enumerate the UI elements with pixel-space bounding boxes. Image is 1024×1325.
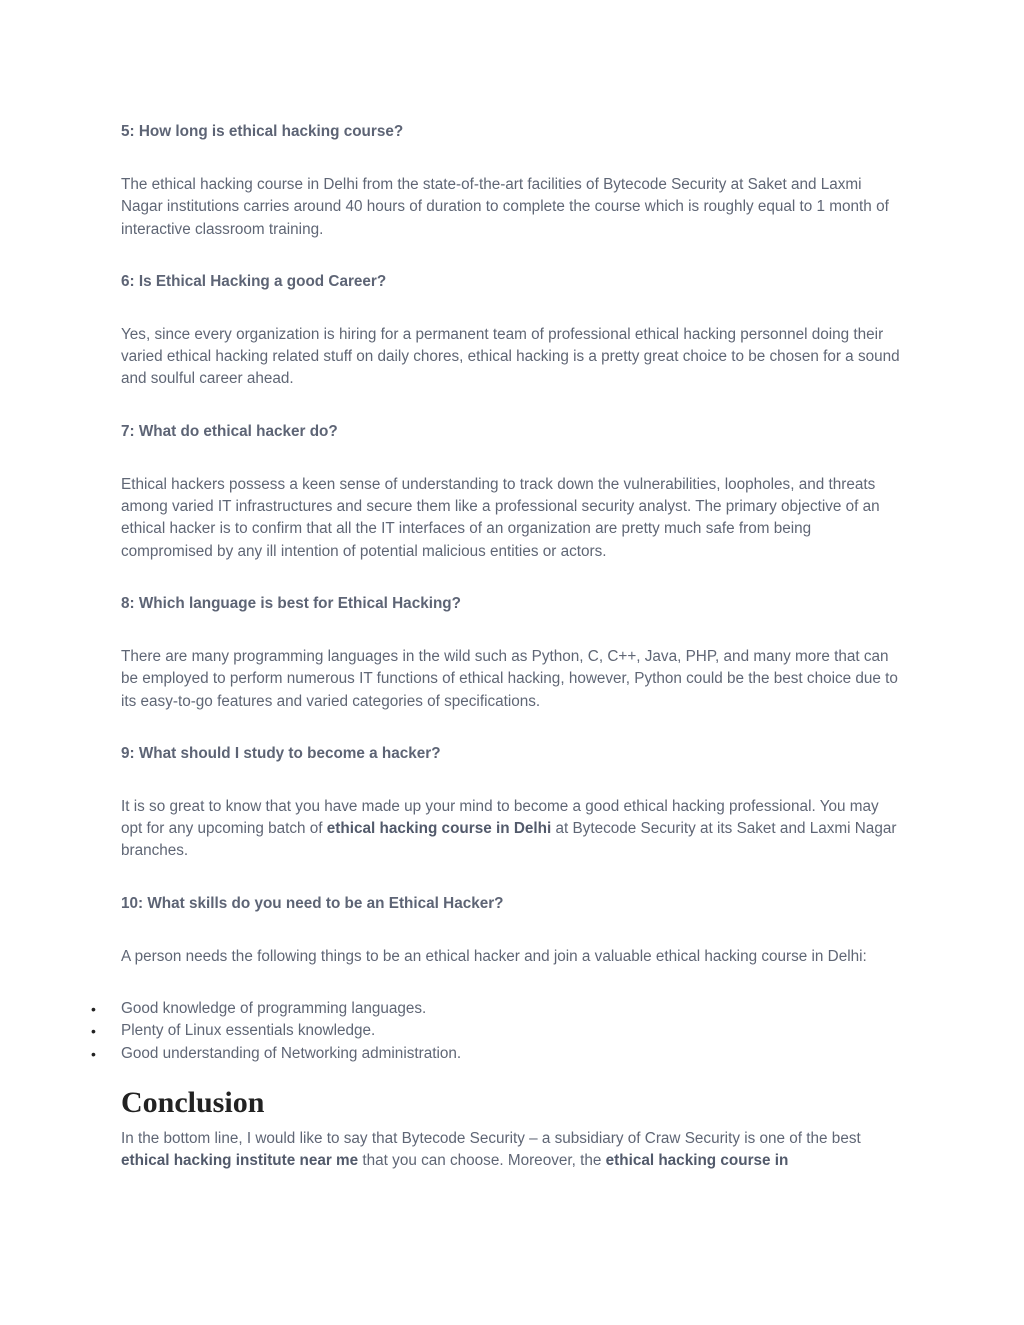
faq-question-8: 8: Which language is best for Ethical Hacking? bbox=[121, 594, 461, 612]
faq-answer-7: Ethical hackers possess a keen sense of understanding to track down the vulnerabilities, loopholes, and threats among varied IT infrastructures and secure them like a professional security analyst. The primary objective of an ethical hacker is to confirm that all the IT interfaces of an organization are pretty much safe from being compromised by any ill intention of potential malicious entities or actors. bbox=[121, 475, 880, 560]
faq-answer-6: Yes, since every organization is hiring for a permanent team of professional ethical hacking personnel doing their varied ethical hacking related stuff on daily chores, ethical hacking is a pretty great choice to be chosen for a sound and soulful career ahead. bbox=[121, 325, 900, 388]
conclusion-bold-1: ethical hacking institute near me bbox=[121, 1152, 359, 1170]
faq-answer-10: A person needs the following things to be an ethical hacker and join a valuable ethical hacking course in Delhi: bbox=[121, 947, 867, 965]
faq-answer-8: There are many programming languages in the wild such as Python, C, C++, Java, PHP, and many more that can be employed to perform numerous IT functions of ethical hacking, however, Python could be the best choice due to its easy-to-go features and varied categories of specifications. bbox=[121, 647, 898, 710]
answer-9-bold-link: ethical hacking course in Delhi bbox=[326, 820, 552, 838]
skills-list bbox=[121, 998, 901, 1065]
list-item: • Plenty of Linux essentials knowledge. bbox=[121, 1020, 901, 1042]
conclusion-bold-2: ethical hacking course in bbox=[605, 1152, 789, 1170]
document-page bbox=[121, 121, 901, 1203]
list-item: • Good knowledge of programming languages. bbox=[121, 998, 901, 1020]
faq-question-9: 9: What should I study to become a hacker? bbox=[121, 744, 441, 762]
conclusion-text-1: In the bottom line, I would like to say that Bytecode Security – a subsidiary of Craw Security is one of the best bbox=[121, 1129, 861, 1147]
faq-question-10: 10: What skills do you need to be an Ethical Hacker? bbox=[121, 894, 504, 912]
faq-answer-5: The ethical hacking course in Delhi from the state-of-the-art facilities of Bytecode Security at Saket and Laxmi Nagar institutions carries around 40 hours of duration to complete the course which is roughly equal to 1 month of interactive classroom training. bbox=[121, 176, 889, 238]
faq-question-7: 7: What do ethical hacker do? bbox=[121, 422, 338, 440]
conclusion-text-2: that you can choose. Moreover, the bbox=[358, 1152, 606, 1170]
answer-9-text-end: at Bytecode Security at its Saket and Laxmi Nagar branches. bbox=[121, 820, 897, 860]
faq-answer-9 bbox=[121, 796, 901, 863]
faq-question-6: 6: Is Ethical Hacking a good Career? bbox=[121, 272, 387, 290]
list-item: • Good understanding of Networking administration. bbox=[121, 1043, 901, 1065]
conclusion-paragraph bbox=[121, 1128, 901, 1173]
answer-9-text-start: It is so great to know that you have made up your mind to become a good ethical hacking professional. You may opt for any upcoming batch of bbox=[121, 797, 879, 838]
faq-question-5: 5: How long is ethical hacking course? bbox=[121, 123, 404, 140]
conclusion-heading: Conclusion bbox=[121, 1085, 265, 1119]
